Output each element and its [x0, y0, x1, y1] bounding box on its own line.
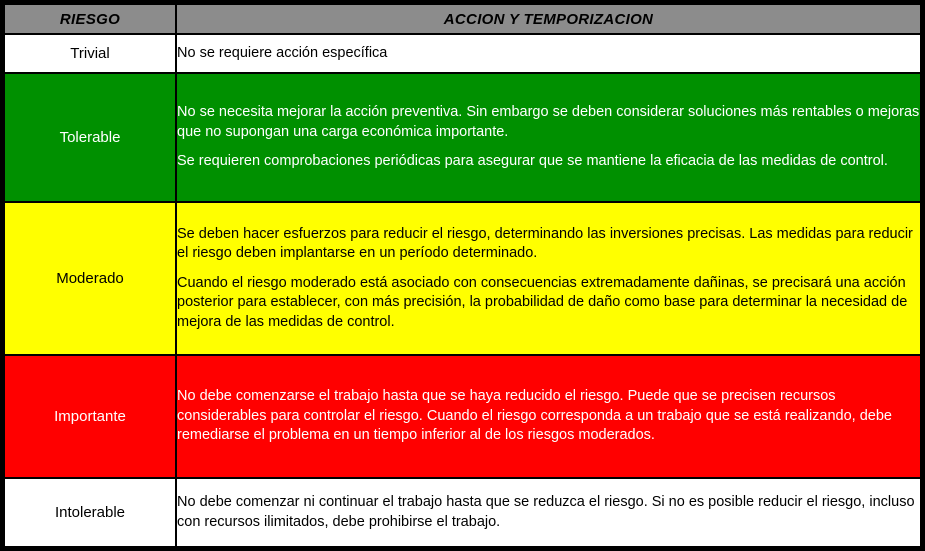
table-row: [4, 355, 921, 478]
action-paragraph: No debe comenzarse el trabajo hasta que se haya reducido el riesgo. Puede que se precisen recursos considerables para controlar el riesgo. Cuando el riesgo corresponda a un trabajo que se está realizando, debe remediarse el problema en un tiempo inferior al de los riesgos moderados.: [177, 388, 892, 444]
table-row: [4, 34, 921, 73]
risk-level-label: Intolerable: [4, 478, 176, 547]
table-row: [4, 478, 921, 547]
risk-action-cell: [176, 202, 921, 355]
table-row: [4, 73, 921, 202]
risk-level-label: Moderado: [4, 202, 176, 355]
risk-action-cell: [176, 73, 921, 202]
action-paragraph: Se deben hacer esfuerzos para reducir el riesgo, determinando las inversiones precisas. Las medidas para reducir el riesgo deben implantarse en un período determinado.: [177, 225, 913, 262]
action-paragraph: Se requieren comprobaciones periódicas para asegurar que se mantiene la eficacia de las medidas de control.: [177, 153, 888, 170]
action-paragraph: No se necesita mejorar la acción preventiva. Sin embargo se deben considerar soluciones más rentables o mejoras que no supongan una carga económica importante.: [177, 104, 920, 140]
action-paragraph: Cuando el riesgo moderado está asociado con consecuencias extremadamente dañinas, se precisará una acción posterior para establecer, con más precisión, la probabilidad de daño como base para determinar la necesidad de mejora de las medidas de control.: [177, 274, 908, 330]
column-header-action: ACCION Y TEMPORIZACION: [176, 4, 921, 34]
risk-assessment-table: [3, 3, 922, 548]
action-paragraph: No se requiere acción específica: [177, 44, 388, 61]
table-row: [4, 202, 921, 355]
risk-action-cell: [176, 34, 921, 73]
risk-level-label: Importante: [4, 355, 176, 478]
risk-action-cell: [176, 355, 921, 478]
risk-level-label: Trivial: [4, 34, 176, 73]
table-header: [4, 4, 921, 34]
action-paragraph: No debe comenzar ni continuar el trabajo hasta que se reduzca el riesgo. Si no es posible reducir el riesgo, incluso con recursos ilimitados, debe prohibirse el trabajo.: [177, 493, 915, 530]
column-header-risk: RIESGO: [4, 4, 176, 34]
risk-action-cell: [176, 478, 921, 547]
risk-level-label: Tolerable: [4, 73, 176, 202]
table-body: [4, 34, 921, 547]
table-header-row: [4, 4, 921, 34]
